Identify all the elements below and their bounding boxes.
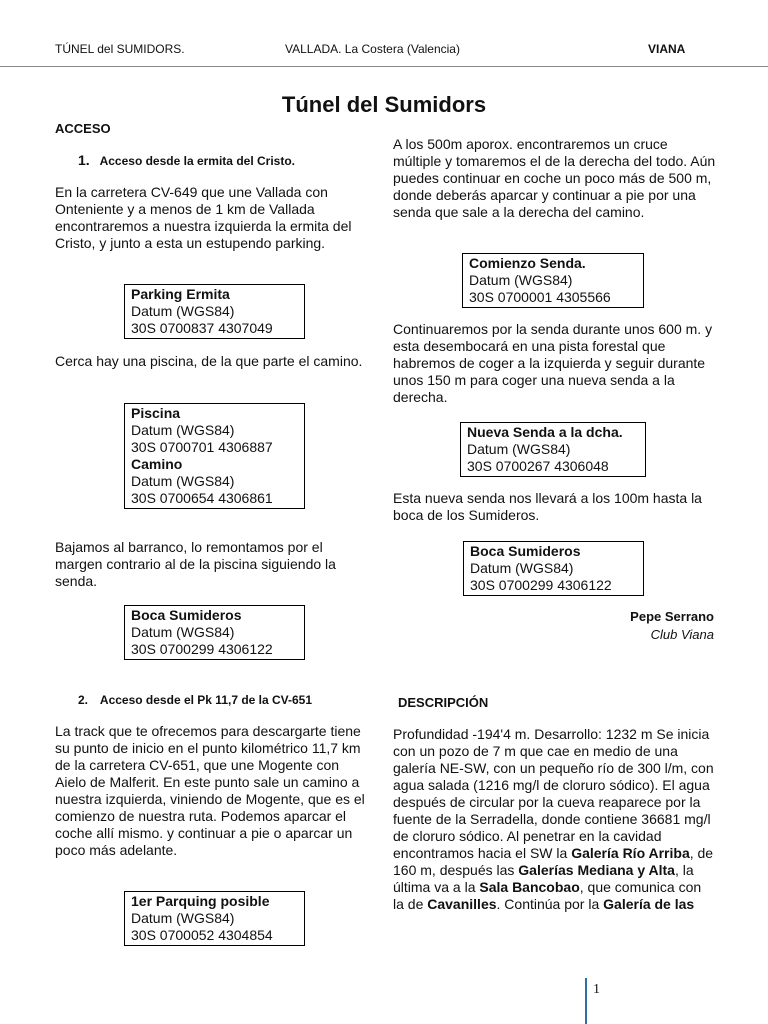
box-boca-sumideros-left: [124, 605, 305, 660]
desc-bold: Sala Bancobao: [479, 879, 580, 895]
box-datum: Datum (WGS84): [467, 441, 571, 457]
page-number: 1: [593, 982, 600, 997]
box-title: 1er Parquing posible: [131, 893, 270, 909]
left-paragraph-2: Cerca hay una piscina, de la que parte el camino.: [55, 353, 363, 369]
header-left: TÚNEL del SUMIDORS.: [55, 42, 185, 56]
box-coords: 30S 0700001 4305566: [469, 289, 611, 305]
desc-text: , la última va a la: [393, 862, 694, 895]
descripcion-paragraph: [393, 726, 715, 913]
desc-text: , que comunica con la de: [393, 879, 702, 912]
desc-text: Profundidad -194'4 m. Desarrollo: 1232 m Se inicia con un pozo de 7 m que cae en medio de una galería NE-SW, con un pequeño río de 300 l/m, con agua salada (1216 mg/l de cloruro sódico). El agua después de circular por la cueva reaparece por la fuente de la Serradella, donde contiene 36681 mg/l de cloruro sódico. Al penetrar en la cavidad encontramos hacia el SW la: [393, 726, 714, 861]
desc-bold: Galerías Mediana y Alta: [518, 862, 675, 878]
right-paragraph-2: Continuaremos por la senda durante unos 600 m. y esta desembocará en una pista forestal que habremos de coger a la izquierda y seguir durante unos 150 m para coger una nueva senda a la derecha.: [393, 321, 713, 405]
box-piscina-camino: [124, 403, 305, 509]
box-comienzo-senda: [462, 253, 644, 308]
section-1-number: 1.: [78, 152, 90, 168]
section-2-number: 2.: [78, 693, 89, 707]
header-center: VALLADA. La Costera (Valencia): [285, 42, 460, 56]
box-coords: 30S 0700654 4306861: [131, 490, 273, 506]
header-right: VIANA: [648, 42, 686, 56]
box-parking-ermita: [124, 284, 305, 339]
right-paragraph-3: Esta nueva senda nos llevará a los 100m hasta la boca de los Sumideros.: [393, 490, 702, 523]
desc-bold: Galería de las: [603, 896, 695, 912]
acceso-heading: ACCESO: [55, 121, 111, 136]
desc-bold: Galería Río Arriba: [571, 845, 690, 861]
box-title: Parking Ermita: [131, 286, 230, 302]
signature-name: Pepe Serrano: [630, 609, 714, 624]
box-datum: Datum (WGS84): [131, 473, 235, 489]
page-number-bar: [585, 978, 587, 1024]
box-title: Comienzo Senda.: [469, 255, 586, 271]
descripcion-heading: DESCRIPCIÓN: [398, 695, 489, 710]
desc-bold: Cavanilles: [427, 896, 497, 912]
box-datum: Datum (WGS84): [131, 303, 235, 319]
section-1-heading: [78, 152, 393, 170]
box-title: Boca Sumideros: [470, 543, 581, 559]
page-title: Túnel del Sumidors: [281, 92, 487, 117]
box-parquing: [124, 891, 305, 946]
desc-text: . Continúa por la: [496, 896, 604, 912]
box-datum: Datum (WGS84): [131, 624, 235, 640]
box-title: Nueva Senda a la dcha.: [467, 424, 623, 440]
box-coords: 30S 0700299 4306122: [470, 577, 612, 593]
box-coords: 30S 0700052 4304854: [131, 927, 273, 943]
signature-club: Club Viana: [650, 627, 714, 642]
right-paragraph-1: A los 500m aporox. encontraremos un cruce múltiple y tomaremos el de la derecha del todo. Aún puedes continuar en coche un poco más de 500 m, donde deberás aparcar y continuar a pie por una senda que sale a la derecha del camino.: [393, 136, 716, 220]
box-nueva-senda: [460, 422, 646, 477]
box-title: Piscina: [131, 405, 181, 421]
box-datum: Datum (WGS84): [470, 560, 574, 576]
box-coords: 30S 0700267 4306048: [467, 458, 609, 474]
box-title: Camino: [131, 456, 183, 472]
box-coords: 30S 0700701 4306887: [131, 439, 273, 455]
desc-text: , de 160 m, después las: [393, 845, 714, 878]
box-boca-sumideros-right: [463, 541, 644, 596]
section-1-title: Acceso desde la ermita del Cristo.: [99, 154, 295, 168]
box-datum: Datum (WGS84): [469, 272, 573, 288]
box-datum: Datum (WGS84): [131, 422, 235, 438]
left-paragraph-3: Bajamos al barranco, lo remontamos por el margen contrario al de la piscina siguiendo la senda.: [55, 539, 336, 589]
box-title: Boca Sumideros: [131, 607, 242, 623]
box-coords: 30S 0700299 4306122: [131, 641, 273, 657]
section-2-title: Acceso desde el Pk 11,7 de la CV-651: [99, 693, 313, 707]
section-2-heading: [78, 691, 393, 709]
header-rule: [0, 66, 768, 67]
left-paragraph-1: En la carretera CV-649 que une Vallada con Onteniente y a menos de 1 km de Vallada encontraremos a nuestra izquierda la ermita del Cristo, y junto a esta un estupendo parking.: [55, 184, 352, 251]
signature: [630, 608, 714, 644]
box-coords: 30S 0700837 4307049: [131, 320, 273, 336]
box-datum: Datum (WGS84): [131, 910, 235, 926]
left-paragraph-4: La track que te ofrecemos para descargarte tiene su punto de inicio en el punto kilométrico 11,7 km de la carretera CV-651, que une Mogente con Aielo de Malferit. En este punto sale un camino a nuestra izquierda, viniendo de Mogente, que es el comienzo de nuestra ruta. Podemos aparcar el coche allí mismo. y continuar a pie o aparcar un poco más adelante.: [55, 723, 365, 858]
